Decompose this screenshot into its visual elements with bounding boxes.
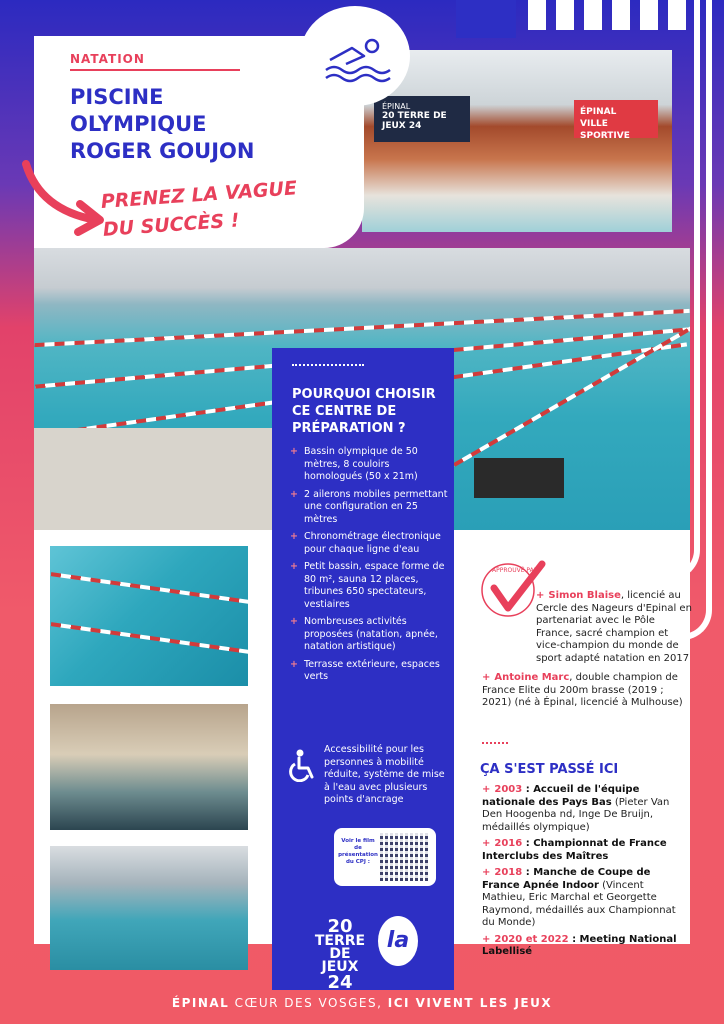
logos [282,904,442,1004]
plus-icon: + [290,561,298,572]
decor-stripe [556,0,574,30]
page-title: PISCINE OLYMPIQUE ROGER GOUJON [70,85,255,163]
dotted-divider [292,364,364,366]
list-item: + 2020 et 2022 : Meeting National Labellisé [482,933,677,957]
dotted-divider [482,742,508,744]
wheelchair-icon [286,748,320,782]
tagline: PRENEZ LA VAGUE DU SUCCÈS ! [100,177,298,241]
feature-list [290,446,450,689]
athlete-2: + Antoine Marc, double champion de France Elite du 200m brasse (2019 ; 2021) (né à Épinal, licencié à Mulhouse) [482,672,683,708]
list-item: + Chronométrage électronique pour chaque ligne d'eau [290,531,441,555]
list-item: + 2018 : Manche de Coupe de France Apnée Indoor (Vincent Mathieu, Eric Marchal et Georgette Raymond, médaillés aux Championnat du Monde) [482,867,676,928]
history-title: ÇA S'EST PASSÉ ICI [480,762,619,777]
photo-spectators [50,846,248,970]
decor-stripe [528,0,546,30]
photo-swimmers [50,546,248,686]
decor-stripe [456,0,516,38]
info-panel [272,348,454,993]
plus-icon: + [536,590,545,601]
category-underline [70,69,240,71]
sign-terre-de-jeux: ÉPINAL 20 TERRE DE JEUX 24 [374,96,470,142]
qr-code[interactable] [380,833,428,881]
swimmer-icon [300,6,410,106]
lane-rope [51,572,248,604]
plus-icon: + [482,838,491,849]
terre-de-jeux-logo: 20 TERRE DE JEUX 24 [314,916,366,993]
list-item: + Petit bassin, espace forme de 80 m², sauna 12 places, tribunes 650 spectateurs, vestiaires [290,561,445,610]
category-label: NATATION [70,52,145,66]
plus-icon: + [290,616,298,627]
list-item: + Terrasse extérieure, espaces verts [290,658,440,682]
decor-stripe [612,0,630,30]
lane-rope [34,309,689,347]
qr-card[interactable] [334,828,436,886]
plus-icon: + [290,658,298,670]
pool-deck [34,428,274,530]
accessibility-note: Accessibilité pour les personnes à mobilité réduite, système de mise à l'eau avec plusieurs points d'ancrage [286,744,450,807]
plus-icon: + [482,784,491,795]
lane-rope [51,622,248,654]
plus-icon: + [290,446,298,457]
starting-block [474,458,564,498]
plus-icon: + [482,933,491,945]
sign-ville-sportive: ÉPINAL VILLE SPORTIVE [574,100,658,138]
plus-icon: + [290,531,298,542]
list-item: + Bassin olympique de 50 mètres, 8 couloirs homologués (50 x 21m) [290,446,418,482]
list-item: + 2016 : Championnat de France Interclubs des Maîtres [482,838,667,862]
arrow-icon [20,160,110,240]
plus-icon: + [290,488,298,500]
swimmer-icon-badge [300,6,410,106]
history-list [482,784,690,959]
athlete-1: + Simon Blaise, licencié au Cercle des Nageurs d'Epinal en partenariat avec le Pôle France, sacré champion et vice-champion du monde de sport adapté natation en 2017 [536,590,692,664]
decor-stripe [584,0,602,30]
panel-heading: POURQUOI CHOISIR CE CENTRE DE PRÉPARATION ? [292,387,436,436]
list-item: + 2003 : Accueil de l'équipe nationale des Pays Bas (Pieter Van Den Hoogenba nd, Inge De Bruijn, médaillés olympique) [482,784,670,833]
plus-icon: + [482,867,491,878]
qr-label: Voir le film de présentation du CPJ : [338,838,378,865]
list-item: + Nombreuses activités proposées (natation, apnée, natation artistique) [290,616,438,652]
list-item: + 2 ailerons mobiles permettant une configuration en 25 mètres [290,488,448,525]
footer-slogan: ÉPINAL CŒUR DES VOSGES, ICI VIVENT LES JEUX [171,996,553,1010]
plus-icon: + [482,672,491,683]
la-logo: la [378,916,418,966]
lane-rope [453,313,690,466]
photo-sauna [50,704,248,830]
approval-badge-text: APPROUVÉ PAR [492,567,538,574]
